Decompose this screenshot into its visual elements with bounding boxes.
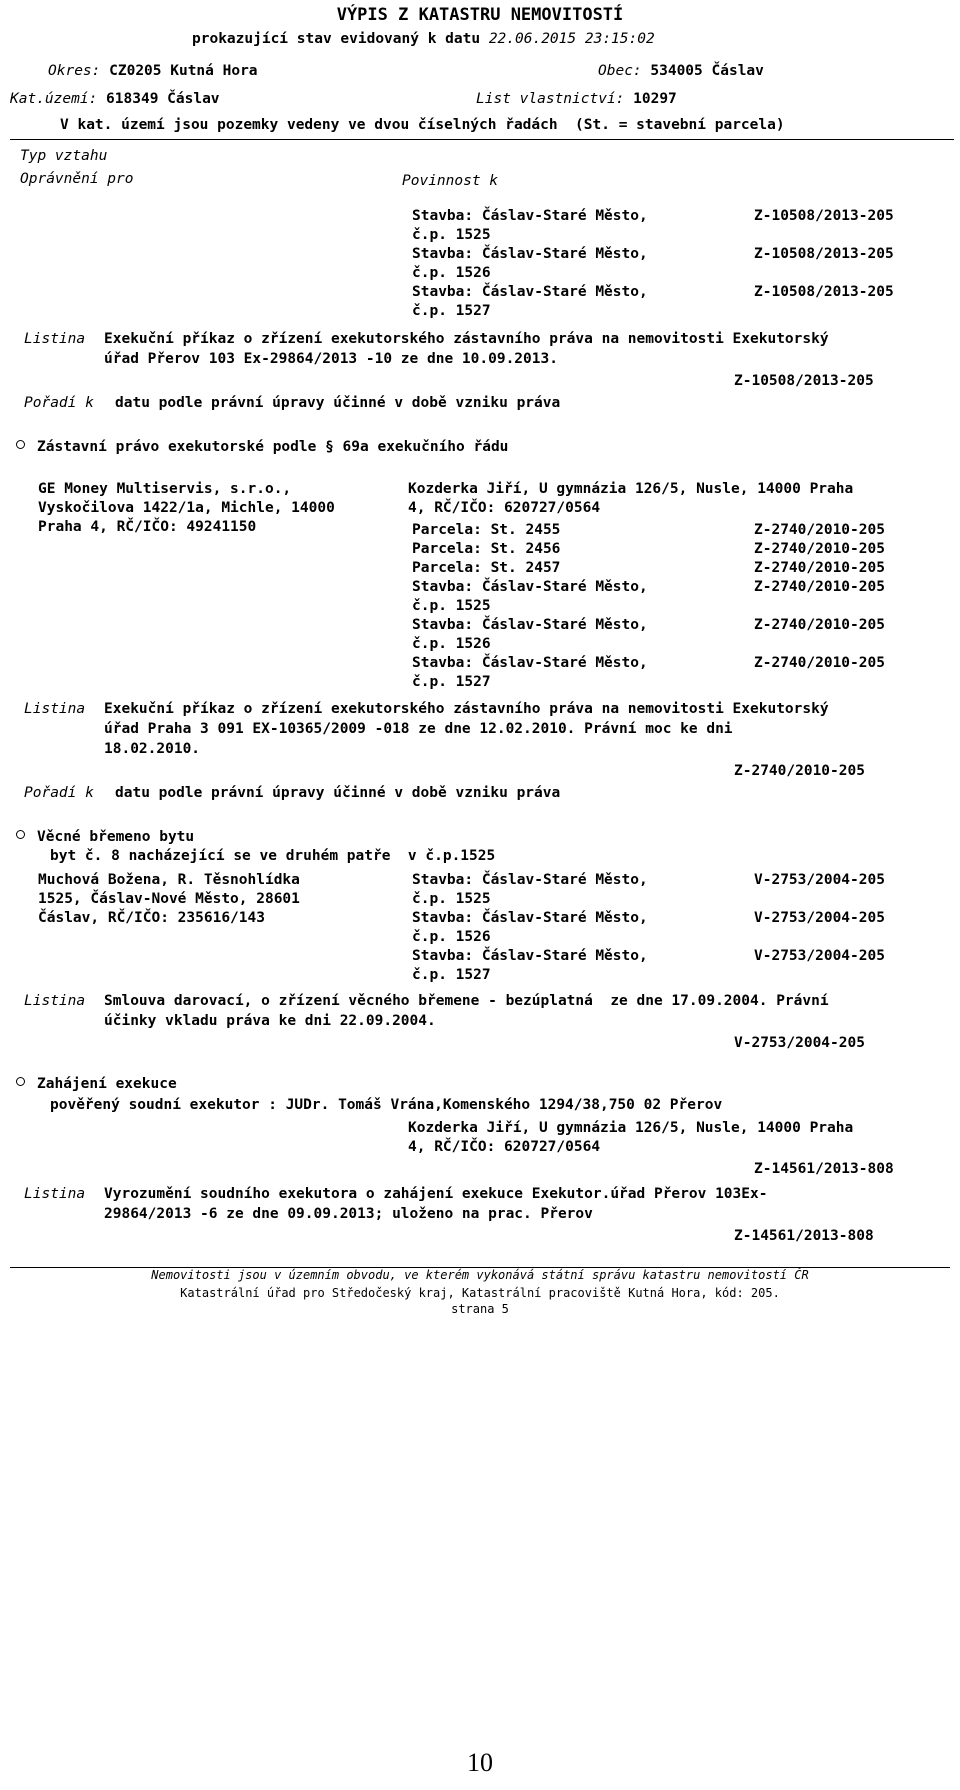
subtitle-date: 22.06.2015 23:15:02	[488, 31, 655, 47]
lv-label: List vlastnictví:	[476, 91, 625, 107]
section1-row1-l1: Stavba: Čáslav-Staré Město,	[412, 208, 648, 224]
page-number: 10	[467, 1748, 493, 1777]
section4-listina-line2: 29864/2013 -6 ze dne 09.09.2013; uloženo na prac. Přerov	[104, 1206, 593, 1222]
section1-row2-ref: Z-10508/2013-205	[754, 246, 894, 262]
bullet-icon	[16, 830, 25, 839]
section2-row1-ref: Z-2740/2010-205	[754, 579, 885, 595]
section2-opravneni-line1: GE Money Multiservis, s.r.o.,	[38, 481, 292, 497]
okres-label: Okres:	[48, 63, 101, 79]
obec-label: Obec:	[598, 63, 642, 79]
section3-heading-row	[16, 828, 194, 847]
section2-listina-line1: Exekuční příkaz o zřízení exekutorského zástavního práva na nemovitosti Exekutorský	[104, 701, 829, 717]
section1-poradi-label: Pořadí k	[24, 395, 94, 411]
section2-listina-line3: 18.02.2010.	[104, 741, 201, 757]
section1-row2-l1: Stavba: Čáslav-Staré Město,	[412, 246, 648, 262]
section2-row2-l1: Stavba: Čáslav-Staré Město,	[412, 617, 648, 633]
section2-row3-l2: č.p. 1527	[412, 674, 491, 690]
section2-row3-ref: Z-2740/2010-205	[754, 655, 885, 671]
section2-heading-row	[16, 438, 508, 457]
section3-listina-label: Listina	[24, 993, 86, 1009]
section3-row1-l2: č.p. 1525	[412, 891, 491, 907]
section2-listina-label: Listina	[24, 701, 86, 717]
section2-row3-l1: Stavba: Čáslav-Staré Město,	[412, 655, 648, 671]
section3-listina-line1: Smlouva darovací, o zřízení věcného břemene - bezúplatná ze dne 17.09.2004. Právní	[104, 993, 829, 1009]
section3-row1-ref: V-2753/2004-205	[754, 872, 885, 888]
section2-listina-ref: Z-2740/2010-205	[734, 763, 865, 779]
katuzemi-row	[10, 90, 220, 109]
section3-row2-l2: č.p. 1526	[412, 929, 491, 945]
section4-listina-label: Listina	[24, 1186, 86, 1202]
section2-parcel3-ref: Z-2740/2010-205	[754, 560, 885, 576]
section1-poradi-text: datu podle právní úpravy účinné v době vzniku práva	[115, 395, 561, 411]
section2-parcel1-ref: Z-2740/2010-205	[754, 522, 885, 538]
section4-subheading: pověřený soudní exekutor : JUDr. Tomáš Vrána,Komenského 1294/38,750 02 Přerov	[50, 1097, 723, 1113]
section1-listina-line2: úřad Přerov 103 Ex-29864/2013 -10 ze dne 10.09.2013.	[104, 351, 558, 367]
section2-row2-l2: č.p. 1526	[412, 636, 491, 652]
header-note: V kat. území jsou pozemky vedeny ve dvou číselných řadách (St. = stavební parcela)	[60, 117, 785, 133]
section3-listina-ref: V-2753/2004-205	[734, 1035, 865, 1051]
document-subtitle	[192, 30, 655, 49]
okres-row	[48, 62, 258, 81]
section2-opravneni-line3: Praha 4, RČ/IČO: 49241150	[38, 519, 257, 535]
subtitle-label: prokazující stav evidovaný k datu	[192, 31, 481, 47]
section3-row1-l1: Stavba: Čáslav-Staré Město,	[412, 872, 648, 888]
section2-parcel1: Parcela: St. 2455	[412, 522, 561, 538]
section4-povinnost-ref: Z-14561/2013-808	[754, 1161, 894, 1177]
section2-poradi-label: Pořadí k	[24, 785, 94, 801]
col-typ-vztahu: Typ vztahu	[20, 148, 108, 164]
section2-listina-line2: úřad Praha 3 091 EX-10365/2009 -018 ze dne 12.02.2010. Právní moc ke dni	[104, 721, 733, 737]
obec-value: 534005 Čáslav	[650, 63, 764, 79]
section3-row2-ref: V-2753/2004-205	[754, 910, 885, 926]
section4-povinnost-line2: 4, RČ/IČO: 620727/0564	[408, 1139, 601, 1155]
section1-row3-ref: Z-10508/2013-205	[754, 284, 894, 300]
lv-value: 10297	[633, 91, 677, 107]
footer-line2: Katastrální úřad pro Středočeský kraj, Katastrální pracoviště Kutná Hora, kód: 205.	[180, 1286, 780, 1300]
bullet-icon	[16, 1077, 25, 1086]
section2-parcel2-ref: Z-2740/2010-205	[754, 541, 885, 557]
section2-heading: Zástavní právo exekutorské podle § 69a exekučního řádu	[37, 439, 509, 455]
section3-heading: Věcné břemeno bytu	[37, 829, 195, 845]
col-povinnost-k: Povinnost k	[402, 173, 499, 189]
section1-row2-l2: č.p. 1526	[412, 265, 491, 281]
footer-line1: Nemovitosti jsou v územním obvodu, ve kterém vykonává státní správu katastru nemovitostí ČR	[151, 1268, 809, 1282]
section1-listina-label: Listina	[24, 331, 86, 347]
footer-page-label: strana 5	[451, 1302, 509, 1316]
okres-value: CZ0205 Kutná Hora	[109, 63, 258, 79]
section3-listina-line2: účinky vkladu práva ke dni 22.09.2004.	[104, 1013, 436, 1029]
section2-row2-ref: Z-2740/2010-205	[754, 617, 885, 633]
section3-row2-l1: Stavba: Čáslav-Staré Město,	[412, 910, 648, 926]
section4-heading-row	[16, 1075, 177, 1094]
section1-listina-ref: Z-10508/2013-205	[734, 373, 874, 389]
header-divider	[10, 139, 954, 140]
section2-poradi-text: datu podle právní úpravy účinné v době vzniku práva	[115, 785, 561, 801]
section2-povinnost-line1: Kozderka Jiří, U gymnázia 126/5, Nusle, 14000 Praha	[408, 481, 854, 497]
section3-row3-ref: V-2753/2004-205	[754, 948, 885, 964]
section1-row3-l2: č.p. 1527	[412, 303, 491, 319]
section1-listina-line1: Exekuční příkaz o zřízení exekutorského zástavního práva na nemovitosti Exekutorský	[104, 331, 829, 347]
section3-row3-l1: Stavba: Čáslav-Staré Město,	[412, 948, 648, 964]
section1-row3-l1: Stavba: Čáslav-Staré Město,	[412, 284, 648, 300]
section2-row1-l2: č.p. 1525	[412, 598, 491, 614]
section2-opravneni-line2: Vyskočilova 1422/1a, Michle, 14000	[38, 500, 335, 516]
bullet-icon	[16, 440, 25, 449]
section4-listina-line1: Vyrozumění soudního exekutora o zahájení exekuce Exekutor.úřad Přerov 103Ex-	[104, 1186, 768, 1202]
section4-povinnost-line1: Kozderka Jiří, U gymnázia 126/5, Nusle, 14000 Praha	[408, 1120, 854, 1136]
section3-subheading: byt č. 8 nacházející se ve druhém patře v č.p.1525	[50, 848, 496, 864]
section4-heading: Zahájení exekuce	[37, 1076, 177, 1092]
katuzemi-label: Kat.území:	[10, 91, 98, 107]
section1-row1-l2: č.p. 1525	[412, 227, 491, 243]
section3-opravneni-line1: Muchová Božena, R. Těsnohlídka	[38, 872, 300, 888]
section4-listina-ref: Z-14561/2013-808	[734, 1228, 874, 1244]
section2-parcel2: Parcela: St. 2456	[412, 541, 561, 557]
obec-row	[598, 62, 764, 81]
lv-row	[476, 90, 677, 109]
section2-parcel3: Parcela: St. 2457	[412, 560, 561, 576]
section3-row3-l2: č.p. 1527	[412, 967, 491, 983]
section3-opravneni-line3: Čáslav, RČ/IČO: 235616/143	[38, 910, 265, 926]
document-title: VÝPIS Z KATASTRU NEMOVITOSTÍ	[336, 5, 624, 25]
section1-row1-ref: Z-10508/2013-205	[754, 208, 894, 224]
section2-povinnost-line2: 4, RČ/IČO: 620727/0564	[408, 500, 601, 516]
col-opravneni-pro: Oprávnění pro	[20, 171, 134, 187]
katuzemi-value: 618349 Čáslav	[106, 91, 220, 107]
section2-row1-l1: Stavba: Čáslav-Staré Město,	[412, 579, 648, 595]
section3-opravneni-line2: 1525, Čáslav-Nové Město, 28601	[38, 891, 300, 907]
